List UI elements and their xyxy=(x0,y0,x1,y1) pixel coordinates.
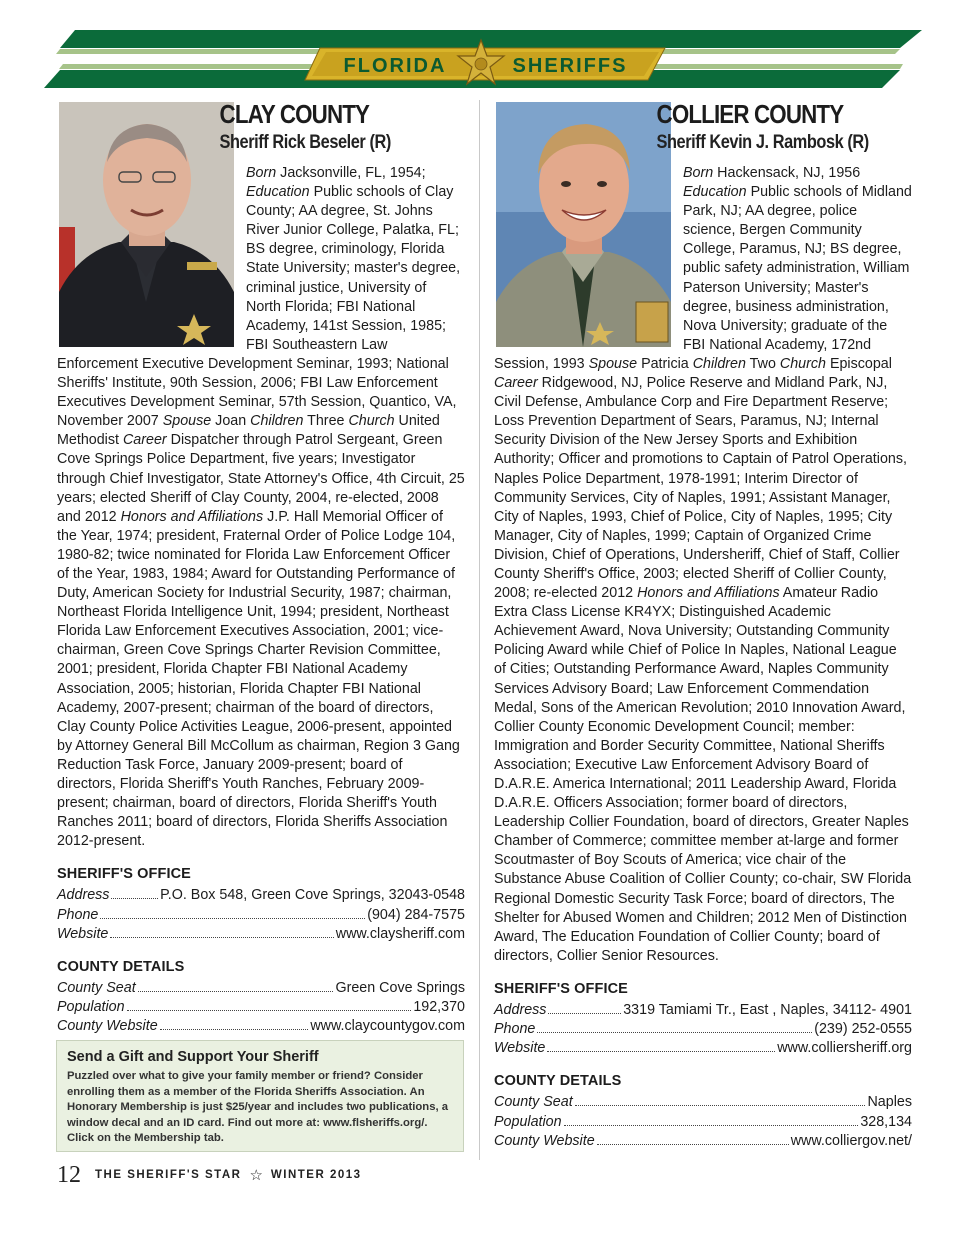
collier-county-website-label: County Website xyxy=(494,1132,595,1149)
clay-children-label: Children xyxy=(250,413,304,430)
leader-dots xyxy=(138,991,334,992)
collier-education-label: Education xyxy=(683,184,747,201)
clay-county-title: CLAY COUNTY xyxy=(219,99,370,129)
clay-website-link[interactable]: www.claysheriff.com xyxy=(335,925,465,942)
clay-honors-label: Honors and Affiliations xyxy=(120,508,264,525)
collier-website-link[interactable]: www.colliersheriff.org xyxy=(777,1040,912,1057)
clay-born-label: Born xyxy=(246,165,277,181)
leader-dots xyxy=(160,1029,309,1030)
clay-education-text: Public schools of Clay County; AA degree, St. Johns River Junior College, Palatka, FL; BS degree, criminology, Florida State University; master's degree, criminal justice, University of North Florida; FBI National Academy, 141st Session, 1985; FBI Southeastern Law Enforcement Executive Development Seminar, 1993; National Sheriffs' Institute, 90th Session, 2006; FBI Law Enforcement Executives Development Seminar, 57th Session, Quantico, VA, November 2007 xyxy=(57,184,461,430)
collier-county-column xyxy=(494,96,912,1151)
collier-county-details-heading: COUNTY DETAILS xyxy=(494,1073,622,1090)
star-icon: ☆ xyxy=(249,1167,263,1184)
collier-career-text: Ridgewood, NJ, Police Reserve and Midland Park, NJ, Civil Defense, Ambulance Corp and Fire Department Reserve; Loss Prevention Department of Sears, Paramus, NJ; Internal Security Division of the New Jersey Sports and Exhibition Authority; Officer and promotions to Captain of Patrol Operations, Naples Police Department, 1978-1991; Interim Director of Community Services, City of Naples, 1991; Assistant Manager, City of Naples, 1993, Chief of Police, City of Naples, 1995; City Manager, City of Naples, 1999; Captain of Organized Crime Division, Chief of Operations, Undersheriff, Chief of Staff, Collier County Sheriff's Office, 2003; elected Sheriff of Collier County, 2008; re-elected 2012 xyxy=(494,375,907,602)
collier-address: 3319 Tamiami Tr., East , Naples, 34112- 4901 xyxy=(623,1002,912,1019)
clay-church-text: United Methodist xyxy=(57,413,440,449)
clay-church-label: Church xyxy=(348,413,395,430)
collier-office-heading: SHERIFF'S OFFICE xyxy=(494,980,628,997)
collier-address-row xyxy=(494,1001,912,1020)
banner-right-word: SHERIFFS xyxy=(512,55,628,77)
clay-county-column xyxy=(57,96,465,1036)
collier-children-text: Two xyxy=(745,355,780,372)
collier-county-title: COLLIER COUNTY xyxy=(656,99,844,129)
leader-dots xyxy=(548,1013,621,1014)
collier-seat-row xyxy=(494,1093,912,1112)
leader-dots xyxy=(111,898,158,899)
clay-office-heading: SHERIFF'S OFFICE xyxy=(57,866,191,883)
collier-church-text: Episcopal xyxy=(825,355,892,372)
collier-population: 328,134 xyxy=(860,1113,912,1130)
clay-population: 192,370 xyxy=(413,998,465,1015)
clay-children-text: Three xyxy=(303,413,349,430)
clay-career-text: Dispatcher through Patrol Sergeant, Green Cove Springs Police Department, five years; Investigator through Chief Investigator, State Attorney's Office, 4th Circuit, 25 years; elected Sheriff of Clay County, 2004, re-elected, 2008 and 2012 xyxy=(57,432,465,525)
clay-county-details-heading: COUNTY DETAILS xyxy=(57,958,185,975)
collier-county-website-link[interactable]: www.colliergov.net/ xyxy=(790,1132,912,1149)
collier-education-text: Public schools of Midland Park, NJ; AA degree, police science, Bergen Community College, Paramus, NJ; BS degree, public safety administration, William Paterson University; Master's degree, business administration, Nova University; graduate of the FBI National Academy, 172nd Session, 1993 xyxy=(494,184,912,372)
leader-dots xyxy=(537,1032,812,1033)
collier-county-website-row xyxy=(494,1132,912,1151)
collier-seat-label: County Seat xyxy=(494,1094,573,1111)
clay-address: P.O. Box 548, Green Cove Springs, 32043-0548 xyxy=(160,887,465,904)
clay-county-website-row xyxy=(57,1017,465,1036)
clay-county-website-label: County Website xyxy=(57,1018,158,1035)
clay-seat: Green Cove Springs xyxy=(335,979,465,996)
collier-phone-label: Phone xyxy=(494,1021,536,1038)
gift-box-body: Puzzled over what to give your family member or friend? Consider enrolling them as a member of the Florida Sheriffs Association. An Honorary Membership is just $25/year and includes two publications, a window decal and an ID card. Find out more at: www.flsheriffs.org/. Click on the Membership tab. xyxy=(67,1070,449,1145)
leader-dots xyxy=(127,1010,412,1011)
magazine-name: THE SHERIFF'S STAR xyxy=(95,1169,242,1181)
clay-seat-row xyxy=(57,979,465,998)
collier-career-label: Career xyxy=(494,375,538,392)
page-footer xyxy=(57,1160,362,1190)
clay-spouse-label: Spouse xyxy=(162,413,212,430)
clay-county-website-link[interactable]: www.claycountygov.com xyxy=(310,1018,465,1035)
gift-box-title: Send a Gift and Support Your Sheriff xyxy=(67,1049,319,1065)
clay-born-text: Jacksonville, FL, 1954; xyxy=(276,165,426,181)
clay-website-row xyxy=(57,925,465,944)
clay-website-label: Website xyxy=(57,925,109,942)
collier-website-label: Website xyxy=(494,1040,546,1057)
collier-honors-text: Amateur Radio Extra Class License KR4YX; Distinguished Academic Achievement Award, Nova University; Outstanding Community Policing Award while Chief of Police In Naples, National League of Cities; Outstanding Performance Award, Naples Community Services Advisory Board; Law Enforcement Commendation Medal, Sons of the American Revolution; 2010 Innovation Award, Collier County Economic Development Council; member: Immigration and Border Security Committee, National Sheriffs Association; Executive Law Enforcement Advisory Board of D.A.R.E. America International; 2011 Leadership Award, Florida D.A.R.E. Officers Association; former board of directors, Leadership Collier Foundation, board of directors, Greater Naples Chamber of Commerce; committee member at-large and former Scoutmaster of Boy Scouts of America; vice chair of the Substance Abuse Coalition of Collier County; co-chair, SW Florida Regional Domestic Security Task Force; board of directors, The Shelter for Abused Women and Children; 2012 Men of Distinction Award, The Education Foundation of Collier County; board of directors, Collier Senior Resources. xyxy=(494,585,912,964)
collier-children-label: Children xyxy=(692,355,746,372)
clay-education-label: Education xyxy=(246,184,310,201)
leader-dots xyxy=(597,1144,789,1145)
collier-born-label: Born xyxy=(683,165,714,181)
clay-population-row xyxy=(57,998,465,1017)
collier-population-row xyxy=(494,1113,912,1132)
issue-date: WINTER 2013 xyxy=(270,1169,362,1181)
collier-phone: (239) 252-0555 xyxy=(814,1021,912,1038)
clay-seat-label: County Seat xyxy=(57,979,136,996)
clay-spouse-text: Joan xyxy=(211,413,251,430)
collier-honors-label: Honors and Affiliations xyxy=(637,585,780,602)
page-number: 12 xyxy=(57,1161,81,1188)
collier-church-label: Church xyxy=(779,355,826,372)
clay-career-label: Career xyxy=(122,432,167,449)
banner-left-word: FLORIDA xyxy=(343,55,447,77)
collier-phone-row xyxy=(494,1020,912,1039)
collier-spouse-text: Patricia xyxy=(637,355,693,372)
collier-spouse-label: Spouse xyxy=(588,355,638,372)
collier-born-text: Hackensack, NJ, 1956 xyxy=(713,165,861,181)
collier-sheriff-name: Sheriff Kevin J. Rambosk (R) xyxy=(656,132,869,153)
clay-population-label: Population xyxy=(57,998,125,1015)
clay-phone-label: Phone xyxy=(57,906,99,923)
header-banner xyxy=(0,0,960,100)
clay-sheriff-name: Sheriff Rick Beseler (R) xyxy=(219,132,391,153)
column-divider xyxy=(479,100,480,1160)
leader-dots xyxy=(564,1125,859,1126)
collier-population-label: Population xyxy=(494,1113,562,1130)
clay-phone: (904) 284-7575 xyxy=(367,906,465,923)
collier-seat: Naples xyxy=(867,1094,912,1111)
leader-dots xyxy=(575,1105,866,1106)
clay-address-row xyxy=(57,886,465,905)
leader-dots xyxy=(547,1051,775,1052)
clay-address-label: Address xyxy=(57,887,110,904)
collier-address-label: Address xyxy=(494,1002,547,1019)
leader-dots xyxy=(100,918,365,919)
leader-dots xyxy=(110,937,333,938)
clay-honors-text: J.P. Hall Memorial Officer of the Year, 1974; president, Fraternal Order of Police Lodge 104, 1980-82; twice nominated for Florida Law Enforcement Officer of the Year, 1983, 1984; Award for Outstanding Performance of Duty, American Society for Industrial Security, 1987; chairman, Northeast Florida Intelligence Unit, 1994; president, Northeast Florida Law Enforcement Executives Association, 2001; vice-chairman, Green Cove Springs Charter Revision Committee, 2001; president, Florida Chapter FBI National Academy Association, 2005; historian, Florida Chapter FBI National Academy, 2007-present; chairman of the board of directors, Clay County Police Activities League, 2006-present, appointed by Attorney General Bill McCollum as chairman, Region 3 Gang Reduction Task Force, January 2009-present; board of directors, Florida Sheriff's Youth Ranches, February 2009-present; chairman, board of directors, Florida Sheriff's Youth Ranches 2011; board of directors, Florida Sheriffs Association 2012-present. xyxy=(57,508,460,850)
clay-phone-row xyxy=(57,906,465,925)
gift-membership-box xyxy=(56,1040,464,1152)
collier-website-row xyxy=(494,1039,912,1058)
